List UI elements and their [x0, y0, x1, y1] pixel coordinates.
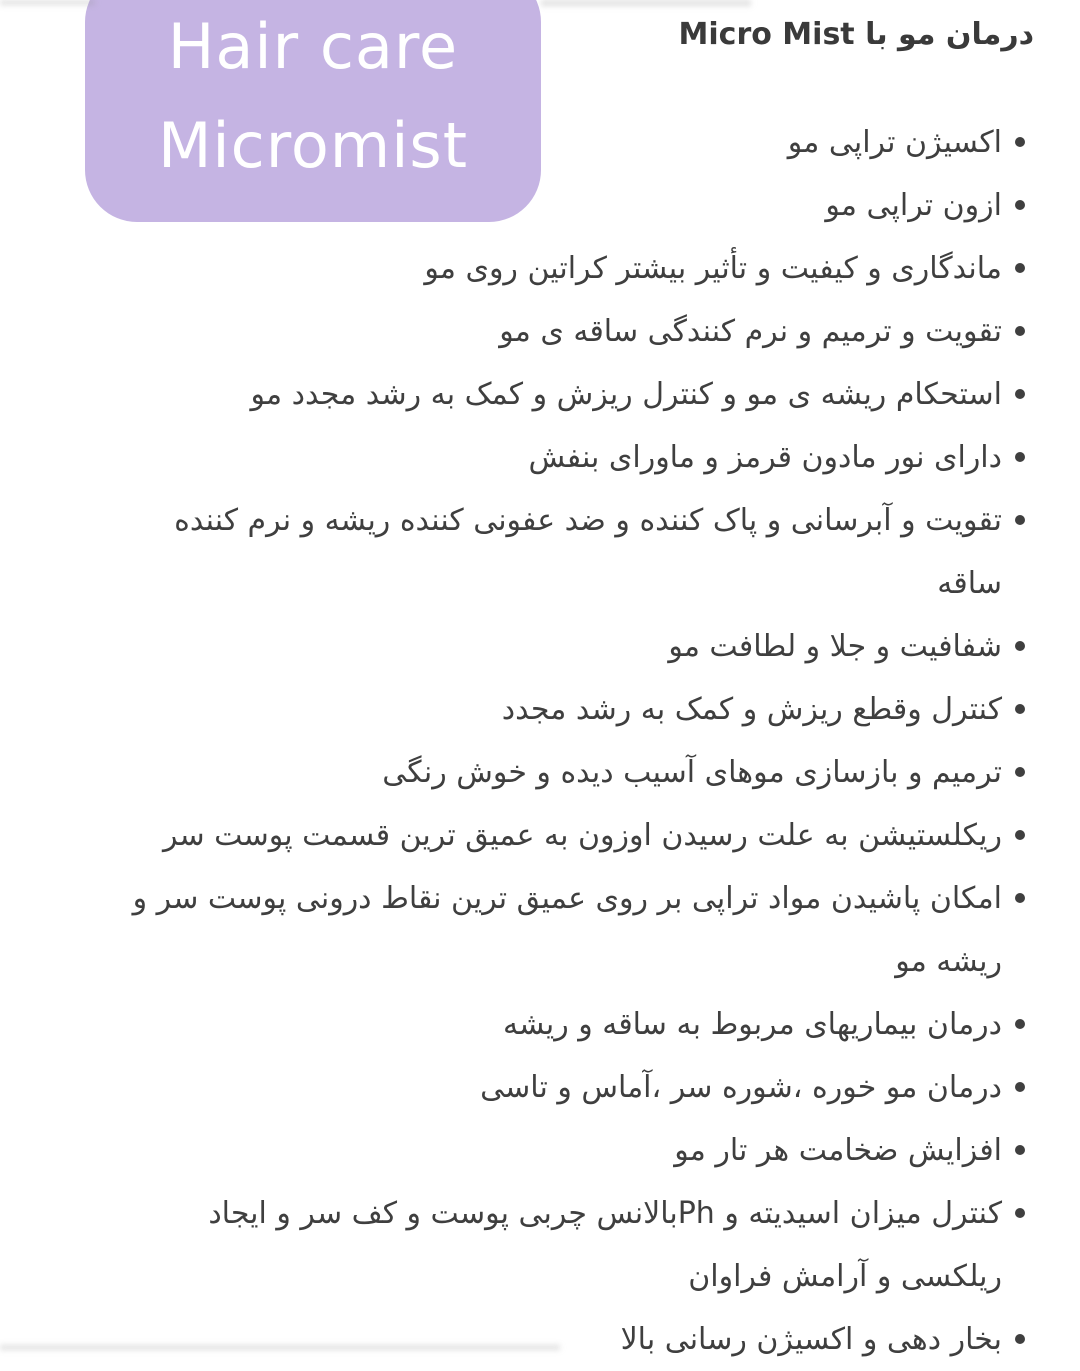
list-item-line: افزایش ضخامت هر تار مو	[674, 1133, 1002, 1168]
list-item	[20, 300, 1029, 363]
list-item-line: درمان بیماریهای مربوط به ساقه و ریشه	[503, 1007, 1002, 1042]
list-item	[20, 489, 1029, 615]
list-item-line: استحکام ریشه ی مو و کنترل ریزش و کمک به رشد مجدد مو	[250, 377, 1002, 412]
list-item	[20, 1182, 1029, 1308]
list-item-line: ماندگاری و کیفیت و تأثیر بیشتر کراتین روی مو	[424, 251, 1002, 286]
list-item	[20, 426, 1029, 489]
list-item-line: کنترل وقطع ریزش و کمک به رشد مجدد	[501, 692, 1002, 727]
list-item-line: اکسیژن تراپی مو	[787, 125, 1002, 160]
list-item	[20, 678, 1029, 741]
list-item-line: ازون تراپی مو	[825, 188, 1002, 223]
list-item-line: دارای نور مادون قرمز و ماورای بنفش	[528, 440, 1002, 475]
list-item-line: تقویت و آبرسانی و پاک کننده و ضد عفونی کننده ریشه و نرم کننده	[174, 503, 1002, 538]
list-item	[20, 1056, 1029, 1119]
list-item-line: درمان مو خوره ،شوره سر ،آماس و تاسی	[480, 1070, 1002, 1105]
list-item	[20, 174, 1029, 237]
list-item	[20, 741, 1029, 804]
list-item	[20, 993, 1029, 1056]
list-item-line: بخار دهی و اکسیژن رسانی بالا	[620, 1322, 1002, 1357]
list-item-line: تقویت و ترمیم و نرم کنندگی ساقه ی مو	[499, 314, 1002, 349]
badge-line-1: Hair care	[167, 10, 459, 83]
list-item	[20, 111, 1029, 174]
benefits-list	[20, 111, 1029, 1371]
edge-artifact-top-mid	[541, 0, 751, 6]
list-item-line: شفافیت و جلا و لطافت مو	[668, 629, 1002, 664]
list-item-line: کنترل میزان اسیدیته و Phبالانس چربی پوست و کف سر و ایجاد	[208, 1196, 1002, 1231]
list-item	[20, 867, 1029, 993]
list-item	[20, 363, 1029, 426]
list-item-line: ساقه	[937, 566, 1002, 601]
list-item-line: ریلکسی و آرامش فراوان	[688, 1259, 1002, 1294]
list-item-line: ترمیم و بازسازی موهای آسیب دیده و خوش رنگی	[382, 755, 1002, 790]
list-item	[20, 1119, 1029, 1182]
list-item	[20, 237, 1029, 300]
edge-artifact-top-left	[0, 0, 95, 5]
list-item-line: امکان پاشیدن مواد تراپی بر روی عمیق ترین نقاط درونی پوست سر و	[132, 881, 1002, 916]
list-item-line: ریشه مو	[895, 944, 1002, 979]
badge-line-2: Micromist	[157, 109, 469, 182]
list-item	[20, 804, 1029, 867]
list-item	[20, 1308, 1029, 1371]
list-item-line: ریکلستیشن به علت رسیدن اوزون به عمیق ترین قسمت پوست سر	[162, 818, 1002, 853]
page-title: درمان مو با Micro Mist	[678, 17, 1034, 52]
list-item	[20, 615, 1029, 678]
